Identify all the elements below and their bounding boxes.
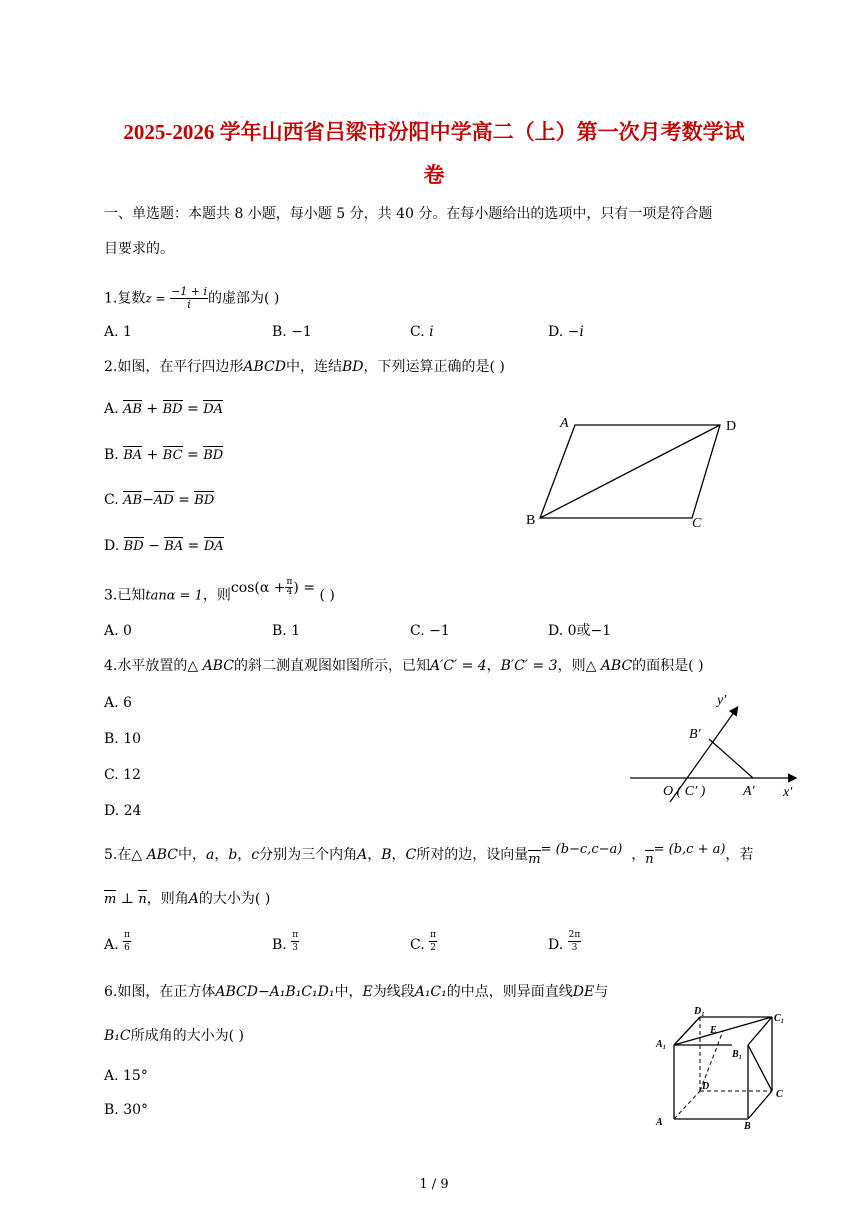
vertex-c-label: C xyxy=(692,516,702,531)
q2-option-c[interactable]: C. AB−AD = BD xyxy=(104,492,215,508)
q6-option-a[interactable]: A. 15° xyxy=(104,1068,148,1084)
vertex-a-label: A xyxy=(560,416,569,431)
q6-stem-line2: B₁C所成角的大小为( ) xyxy=(104,1028,244,1044)
q6-option-b[interactable]: B. 30° xyxy=(104,1102,149,1118)
q1-option-c[interactable]: C. i xyxy=(410,324,434,340)
q3-option-b[interactable]: B. 1 xyxy=(272,623,301,639)
q5-option-b[interactable]: B. $\frac{\pi}{3}$ xyxy=(272,930,299,953)
q2-option-a[interactable]: A. AB + BD = DA xyxy=(104,401,224,417)
q4-oblique-figure xyxy=(625,690,815,805)
q2-option-d[interactable]: D. BD − BA = DA xyxy=(104,538,224,554)
diagonal-bd xyxy=(540,425,720,518)
doc-title-line2: 卷 xyxy=(423,163,445,187)
section-intro: 一、单选题：本题共 8 小题，每小题 5 分，共 40 分。在每小题给出的选项中，只有一项是符合题 xyxy=(104,206,713,222)
q5-stem: 5.在△ ABC中，a，b，c分别为三个内角A，B，C所对的边，设向量m= (b−c,c−a) ，n= (b,c + a)，若 xyxy=(104,842,754,867)
q5-option-c[interactable]: C. $\frac{\pi}{2}$ xyxy=(410,930,437,953)
vertex-a1-label: A₁ xyxy=(656,1039,667,1050)
vertex-b-label: B xyxy=(526,513,536,528)
q3-option-a[interactable]: A. 0 xyxy=(104,623,132,639)
doc-title-line1: 2025-2026 学年山西省吕梁市汾阳中学高二（上）第一次月考数学试 xyxy=(123,120,745,144)
segment-b1c xyxy=(748,1045,772,1091)
q1-stem: 1.复数z = $\frac{-1 + i}{i}$ 的虚部为( ) xyxy=(104,285,280,311)
q4-stem: 4.水平放置的△ ABC的斜二测直观图如图所示，已知A′C′ = 4，B′C′ = 3，则△ ABC的面积是( ) xyxy=(104,658,704,674)
vertex-b1-label: B₁ xyxy=(732,1049,743,1060)
point-e-label: E xyxy=(710,1025,717,1036)
q2-parallelogram-figure xyxy=(520,410,750,535)
origin-label: O ( C′ ) xyxy=(663,784,706,799)
q1-option-a[interactable]: A. 1 xyxy=(104,324,132,340)
vertex-b-label: B xyxy=(744,1121,751,1132)
section-intro-cont: 目要求的。 xyxy=(104,241,174,257)
q3-option-d[interactable]: D. 0或−1 xyxy=(548,623,612,639)
q4-option-b[interactable]: B. 10 xyxy=(104,731,142,747)
q3-option-c[interactable]: C. −1 xyxy=(410,623,450,639)
q5-stem-line2: m ⊥ n，则角A的大小为( ) xyxy=(104,891,271,907)
q5-option-a[interactable]: A. $\frac{\pi}{6}$ xyxy=(104,930,130,953)
q2-stem: 2.如图，在平行四边形ABCD中，连结BD，下列运算正确的是( ) xyxy=(104,359,505,375)
q1-fraction: $\frac{-1 + i}{i}$ xyxy=(171,285,207,311)
q6-stem: 6.如图，在正方体ABCD−A₁B₁C₁D₁中，E为线段A₁C₁的中点，则异面直线DE与 xyxy=(104,984,609,1000)
q4-option-a[interactable]: A. 6 xyxy=(104,695,132,711)
vertex-c1-label: C₁ xyxy=(774,1013,785,1024)
point-a-label: A′ xyxy=(743,784,755,799)
q2-option-b[interactable]: B. BA + BC = BD xyxy=(104,447,224,463)
vertex-d-label: D xyxy=(702,1081,710,1092)
vertex-c-label: C xyxy=(776,1089,783,1100)
q4-option-d[interactable]: D. 24 xyxy=(104,803,142,819)
q4-option-c[interactable]: C. 12 xyxy=(104,767,141,783)
point-b-label: B′ xyxy=(689,727,701,742)
q6-cube-figure xyxy=(650,1003,820,1133)
vertex-a-label: A xyxy=(656,1117,663,1128)
page-number: 1 / 9 xyxy=(419,1177,449,1192)
q1-option-b[interactable]: B. −1 xyxy=(272,324,312,340)
y-axis-label: y′ xyxy=(717,693,727,708)
vertex-d-label: D xyxy=(726,419,737,434)
segment-ba xyxy=(709,739,753,778)
vertex-d1-label: D₁ xyxy=(694,1006,705,1017)
q5-option-d[interactable]: D. $\frac{2\pi}{3}$ xyxy=(548,930,581,953)
q1-option-d[interactable]: D. −i xyxy=(548,324,584,340)
q3-stem: 3.已知tanα = 1，则cos(α + $\frac{\pi}{4}$ ) = ( ) xyxy=(104,577,335,604)
x-axis-label: x′ xyxy=(783,785,793,800)
